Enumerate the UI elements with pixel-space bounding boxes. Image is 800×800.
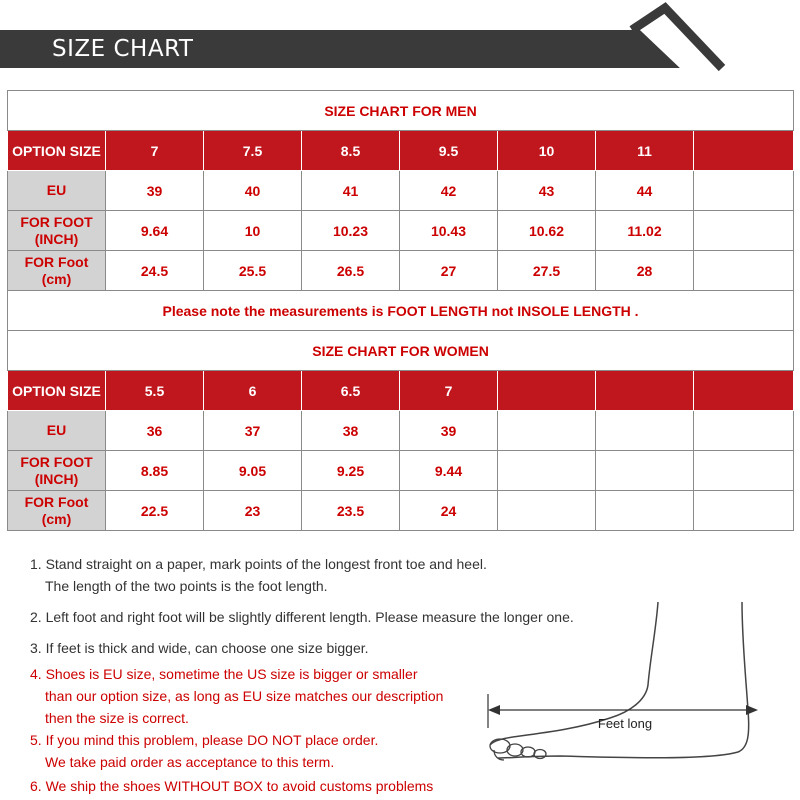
- men-cell: 10.62: [498, 211, 596, 251]
- men-cell: 7.5: [204, 131, 302, 171]
- men-cell: 7: [106, 131, 204, 171]
- men-cell: [694, 171, 794, 211]
- men-cell: 27: [400, 251, 498, 291]
- men-cell: 11: [596, 131, 694, 171]
- men-section-title: SIZE CHART FOR MEN: [8, 91, 794, 131]
- feet-long-label: Feet long: [597, 716, 653, 731]
- men-row-label: FOR FOOT (INCH): [8, 211, 106, 251]
- men-cell: 9.5: [400, 131, 498, 171]
- table-row: [8, 371, 794, 411]
- women-cell: 6: [204, 371, 302, 411]
- men-cell: 39: [106, 171, 204, 211]
- women-cell: 22.5: [106, 491, 204, 531]
- instruction-6: 6. We ship the shoes WITHOUT BOX to avoid customs problems: [30, 778, 434, 794]
- women-cell: [694, 411, 794, 451]
- women-cell: 7: [400, 371, 498, 411]
- women-cell: 9.05: [204, 451, 302, 491]
- table-row: [8, 451, 794, 491]
- instruction-3: 3. If feet is thick and wide, can choose one size bigger.: [30, 640, 369, 656]
- header-banner: [0, 30, 800, 70]
- women-row-label: FOR FOOT (INCH): [8, 451, 106, 491]
- men-cell: 10.23: [302, 211, 400, 251]
- women-cell: 39: [400, 411, 498, 451]
- table-row: [8, 131, 794, 171]
- women-cell: 24: [400, 491, 498, 531]
- women-row-label: FOR Foot (cm): [8, 491, 106, 531]
- women-cell: 9.44: [400, 451, 498, 491]
- men-cell: 40: [204, 171, 302, 211]
- women-cell: [596, 371, 694, 411]
- men-cell: [694, 251, 794, 291]
- instruction-5b: We take paid order as acceptance to this term.: [45, 754, 335, 770]
- women-cell: 36: [106, 411, 204, 451]
- men-cell: 10: [204, 211, 302, 251]
- men-cell: 28: [596, 251, 694, 291]
- women-cell: [498, 451, 596, 491]
- men-cell: 11.02: [596, 211, 694, 251]
- women-row-label: EU: [8, 411, 106, 451]
- instruction-1a: 1. Stand straight on a paper, mark points of the longest front toe and heel.: [30, 556, 487, 572]
- women-cell: [694, 371, 794, 411]
- women-cell: [596, 491, 694, 531]
- men-row-label: EU: [8, 171, 106, 211]
- women-cell: 5.5: [106, 371, 204, 411]
- men-cell: 41: [302, 171, 400, 211]
- instruction-4c: then the size is correct.: [45, 710, 189, 726]
- size-chart-table: [7, 90, 794, 531]
- women-row-label: OPTION SIZE: [8, 371, 106, 411]
- men-cell: 10: [498, 131, 596, 171]
- measurement-note: Please note the measurements is FOOT LENGTH not INSOLE LENGTH .: [8, 291, 794, 331]
- table-row: [8, 251, 794, 291]
- men-cell: 10.43: [400, 211, 498, 251]
- men-cell: [694, 211, 794, 251]
- women-cell: 6.5: [302, 371, 400, 411]
- women-cell: [596, 451, 694, 491]
- men-cell: 42: [400, 171, 498, 211]
- instruction-2: 2. Left foot and right foot will be slightly different length. Please measure the longer one.: [30, 609, 574, 625]
- table-row: [8, 211, 794, 251]
- women-cell: [596, 411, 694, 451]
- women-cell: [694, 451, 794, 491]
- women-cell: 8.85: [106, 451, 204, 491]
- men-cell: 44: [596, 171, 694, 211]
- men-cell: 9.64: [106, 211, 204, 251]
- women-cell: 23.5: [302, 491, 400, 531]
- men-cell: 25.5: [204, 251, 302, 291]
- instruction-4b: than our option size, as long as EU size matches our description: [45, 688, 444, 704]
- banner-title: SIZE CHART: [52, 36, 194, 62]
- instruction-4a: 4. Shoes is EU size, sometime the US size is bigger or smaller: [30, 666, 418, 682]
- women-cell: 37: [204, 411, 302, 451]
- women-cell: [498, 371, 596, 411]
- women-cell: 23: [204, 491, 302, 531]
- men-cell: 8.5: [302, 131, 400, 171]
- women-cell: [498, 491, 596, 531]
- instruction-5a: 5. If you mind this problem, please DO NOT place order.: [30, 732, 379, 748]
- instruction-1b: The length of the two points is the foot length.: [45, 578, 328, 594]
- women-section-title: SIZE CHART FOR WOMEN: [8, 331, 794, 371]
- foot-illustration: [480, 600, 780, 780]
- women-cell: 38: [302, 411, 400, 451]
- men-cell: 43: [498, 171, 596, 211]
- women-cell: [498, 411, 596, 451]
- men-cell: [694, 131, 794, 171]
- men-row-label: OPTION SIZE: [8, 131, 106, 171]
- men-row-label: FOR Foot (cm): [8, 251, 106, 291]
- table-row: [8, 171, 794, 211]
- women-cell: 9.25: [302, 451, 400, 491]
- table-row: [8, 411, 794, 451]
- men-cell: 27.5: [498, 251, 596, 291]
- men-cell: 24.5: [106, 251, 204, 291]
- table-row: [8, 491, 794, 531]
- men-cell: 26.5: [302, 251, 400, 291]
- women-cell: [694, 491, 794, 531]
